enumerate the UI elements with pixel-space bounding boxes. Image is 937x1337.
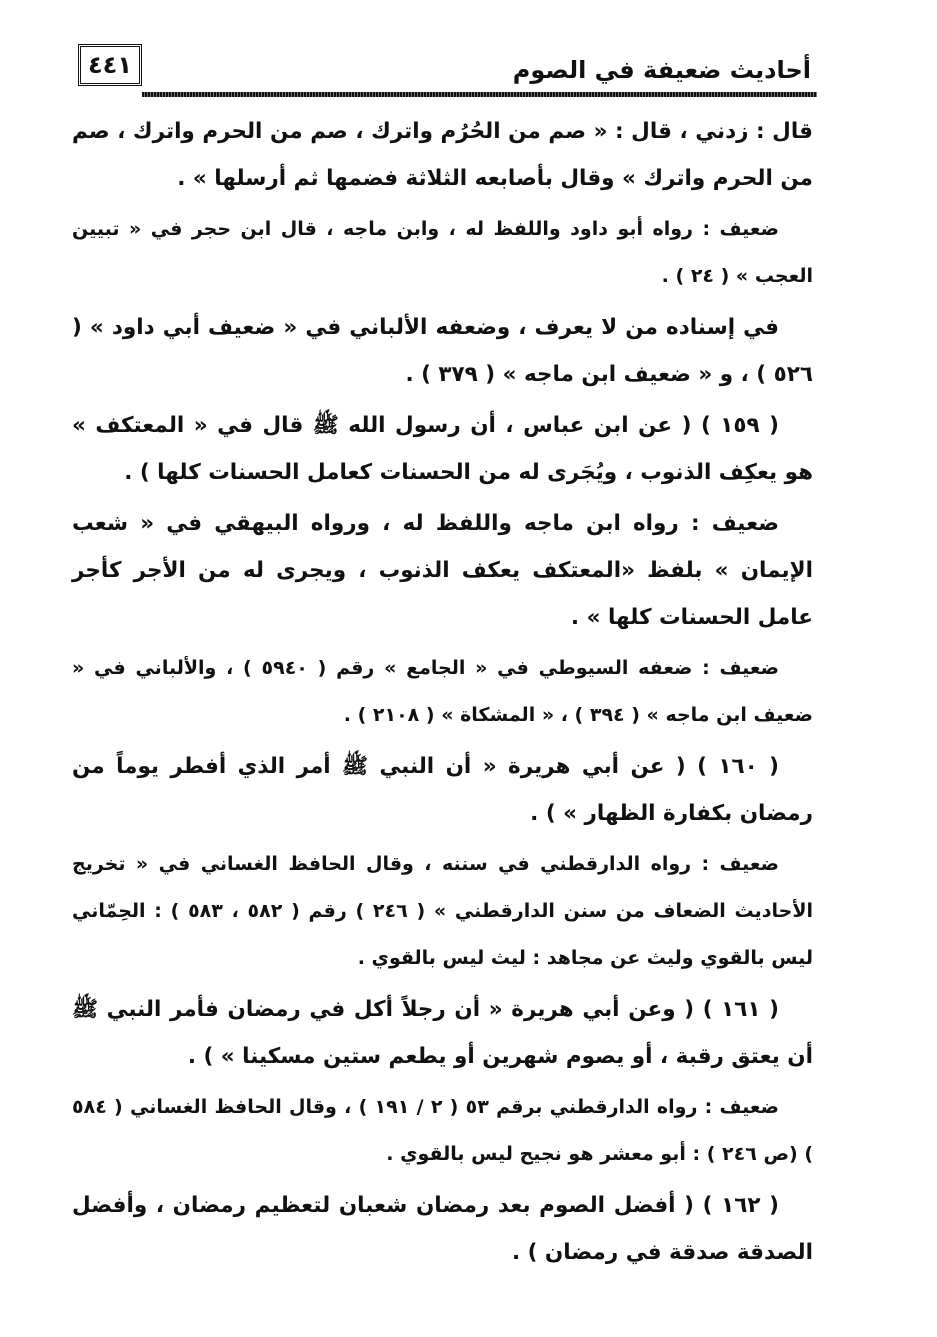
paragraph-5: ضعيف : رواه ابن ماجه واللفظ له ، ورواه البيهقي في « شعب الإيمان » بلفظ «المعتكف يعكف الذنوب ، ويجرى له من الأجر كأجر عامل الحسنات كلها » .: [72, 511, 813, 630]
paragraph-10: ضعيف : رواه الدارقطني برقم ٥٣ ( ٢ / ١٩١ ) ، وقال الحافظ الغساني ( ٥٨٤ ) (ص ٢٤٦ ) : أبو معشر هو نجيح ليس بالقوي .: [72, 1096, 813, 1165]
paragraph-9: ( ١٦١ ) ( وعن أبي هريرة « أن رجلاً أكل في رمضان فأمر النبي ﷺ أن يعتق رقبة ، أو يصوم شهرين أو يطعم ستين مسكينا » ) .: [72, 997, 813, 1069]
page-number: ٤٤١: [78, 44, 142, 86]
paragraph-6: ضعيف : ضعفه السيوطي في « الجامع » رقم ( ٥٩٤٠ ) ، والألباني في « ضعيف ابن ماجه » ( ٣٩٤ ) ، « المشكاة » ( ٢١٠٨ ) .: [72, 657, 813, 726]
paragraph-8: ضعيف : رواه الدارقطني في سننه ، وقال الحافظ الغساني في « تخريج الأحاديث الضعاف من سنن الدارقطني » ( ٢٤٦ ) رقم ( ٥٨٢ ، ٥٨٣ ) : الحِمّاني ليس بالقوي وليث عن مجاهد : ليث ليس بالقوي .: [72, 853, 813, 969]
page-body: [72, 108, 813, 1280]
header-rule: [142, 92, 817, 97]
paragraph-1: قال : زدني ، قال : « صم من الحُرُم واترك ، صم من الحرم واترك ، صم من الحرم واترك » وقال بأصابعه الثلاثة فضمها ثم أرسلها » .: [72, 119, 813, 191]
paragraph-3: في إسناده من لا يعرف ، وضعفه الألباني في « ضعيف أبي داود » ( ٥٢٦ ) ، و « ضعيف ابن ماجه » ( ٣٧٩ ) .: [72, 315, 813, 387]
running-title: أحاديث ضعيفة في الصوم: [512, 56, 811, 84]
paragraph-2: ضعيف : رواه أبو داود واللفظ له ، وابن ماجه ، قال ابن حجر في « تبيين العجب » ( ٢٤ ) .: [72, 218, 813, 287]
paragraph-4: ( ١٥٩ ) ( عن ابن عباس ، أن رسول الله ﷺ قال في « المعتكف » هو يعكِف الذنوب ، ويُجَرى له من الحسنات كعامل الحسنات كلها ) .: [72, 413, 813, 485]
paragraph-7: ( ١٦٠ ) ( عن أبي هريرة « أن النبي ﷺ أمر الذي أفطر يوماً من رمضان بكفارة الظهار » ) .: [72, 754, 813, 826]
paragraph-11: ( ١٦٢ ) ( أفضل الصوم بعد رمضان شعبان لتعظيم رمضان ، وأفضل الصدقة صدقة في رمضان ) .: [72, 1193, 813, 1265]
